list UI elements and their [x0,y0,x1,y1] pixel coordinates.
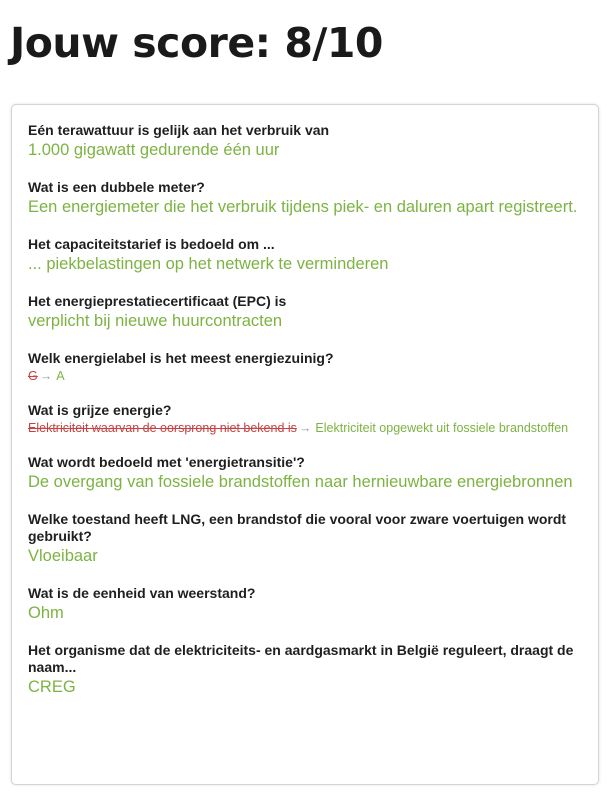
result-item-7 [28,454,584,493]
question-text: Welke toestand heeft LNG, een brandstof die vooral voor zware voertuigen wordt gebruikt? [28,511,567,544]
correct-answer-text: De overgang van fossiele brandstoffen naar hernieuwbare energiebronnen [28,473,573,491]
result-item-1 [28,122,584,161]
correct-answer-text: ... piekbelastingen op het netwerk te verminderen [28,255,389,273]
result-item-4 [28,293,584,332]
result-item-6 [28,402,584,436]
question-text: Wat is grijze energie? [28,402,172,418]
results-card [11,104,599,785]
wrong-answer-text: G [28,369,38,383]
correct-answer-text: 1.000 gigawatt gedurende één uur [28,141,280,159]
question-text: Wat is de eenheid van weerstand? [28,585,256,601]
question-text: Het capaciteitstarief is bedoeld om ... [28,236,275,252]
wrong-answer-text: Elektriciteit waarvan de oorsprong niet bekend is [28,421,297,435]
result-item-10 [28,642,584,698]
correct-answer-text: Ohm [28,604,64,622]
result-item-9 [28,585,584,624]
page-title: Jouw score: 8/10 [10,19,383,67]
question-text: Het energieprestatiecertificaat (EPC) is [28,293,287,309]
arrow-right-icon: → [298,421,312,435]
question-text: Welk energielabel is het meest energiezuinig? [28,350,334,366]
question-text: Wat is een dubbele meter? [28,179,205,195]
arrow-right-icon: → [39,369,53,383]
question-text: Wat wordt bedoeld met 'energietransitie'? [28,454,305,470]
answer-correction [28,368,584,384]
result-item-2 [28,179,584,218]
correct-answer-text: Vloeibaar [28,547,98,565]
result-item-5 [28,350,584,384]
correct-answer-text: verplicht bij nieuwe huurcontracten [28,312,283,330]
result-item-3 [28,236,584,275]
correct-answer-text: A [56,369,65,383]
correct-answer-text: Elektriciteit opgewekt uit fossiele brandstoffen [315,421,569,435]
question-text: Het organisme dat de elektriciteits- en aardgasmarkt in België reguleert, draagt de naam... [28,642,574,675]
result-item-8 [28,511,584,567]
answer-correction [28,420,584,436]
correct-answer-text: CREG [28,678,76,696]
correct-answer-text: Een energiemeter die het verbruik tijdens piek- en daluren apart registreert. [28,198,578,216]
question-text: Eén terawattuur is gelijk aan het verbruik van [28,122,330,138]
